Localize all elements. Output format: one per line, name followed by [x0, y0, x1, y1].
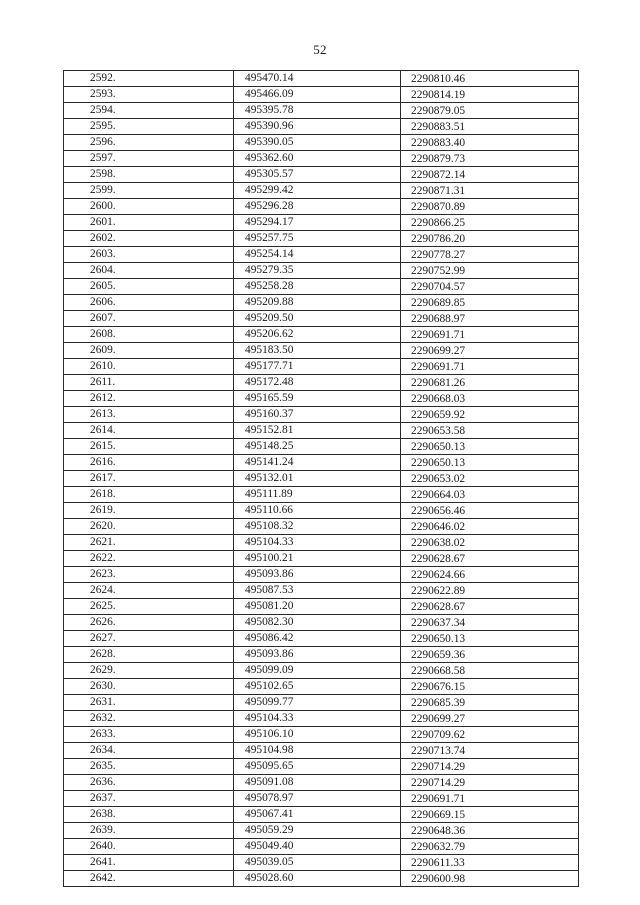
table-row — [64, 775, 579, 791]
table-row — [64, 215, 579, 231]
x-coordinate-cell: 495039.05 — [234, 855, 401, 871]
x-coordinate-cell: 495390.96 — [234, 119, 401, 135]
x-coordinate-cell: 495111.89 — [234, 487, 401, 503]
y-coordinate-cell: 2290685.39 — [401, 695, 579, 711]
y-coordinate-cell: 2290691.71 — [401, 791, 579, 807]
table-row — [64, 343, 579, 359]
point-number-cell: 2600. — [64, 199, 234, 215]
y-coordinate-cell: 2290883.40 — [401, 135, 579, 151]
point-number-cell: 2635. — [64, 759, 234, 775]
x-coordinate-cell: 495362.60 — [234, 151, 401, 167]
point-number-cell: 2628. — [64, 647, 234, 663]
x-coordinate-cell: 495206.62 — [234, 327, 401, 343]
y-coordinate-cell: 2290650.13 — [401, 439, 579, 455]
table-row — [64, 807, 579, 823]
point-number-cell: 2595. — [64, 119, 234, 135]
y-coordinate-cell: 2290638.02 — [401, 535, 579, 551]
table-row — [64, 631, 579, 647]
y-coordinate-cell: 2290656.46 — [401, 503, 579, 519]
table-row — [64, 119, 579, 135]
table-row — [64, 199, 579, 215]
table-row — [64, 391, 579, 407]
x-coordinate-cell: 495296.28 — [234, 199, 401, 215]
table-row — [64, 599, 579, 615]
point-number-cell: 2601. — [64, 215, 234, 231]
y-coordinate-cell: 2290648.36 — [401, 823, 579, 839]
point-number-cell: 2634. — [64, 743, 234, 759]
x-coordinate-cell: 495104.33 — [234, 711, 401, 727]
point-number-cell: 2615. — [64, 439, 234, 455]
y-coordinate-cell: 2290713.74 — [401, 743, 579, 759]
x-coordinate-cell: 495152.81 — [234, 423, 401, 439]
x-coordinate-cell: 495093.86 — [234, 647, 401, 663]
table-row — [64, 679, 579, 695]
table-row — [64, 423, 579, 439]
x-coordinate-cell: 495177.71 — [234, 359, 401, 375]
x-coordinate-cell: 495172.48 — [234, 375, 401, 391]
table-row — [64, 87, 579, 103]
point-number-cell: 2613. — [64, 407, 234, 423]
y-coordinate-cell: 2290709.62 — [401, 727, 579, 743]
point-number-cell: 2593. — [64, 87, 234, 103]
table-row — [64, 439, 579, 455]
point-number-cell: 2629. — [64, 663, 234, 679]
y-coordinate-cell: 2290691.71 — [401, 359, 579, 375]
table-row — [64, 839, 579, 855]
table-row — [64, 487, 579, 503]
point-number-cell: 2616. — [64, 455, 234, 471]
point-number-cell: 2633. — [64, 727, 234, 743]
y-coordinate-cell: 2290637.34 — [401, 615, 579, 631]
point-number-cell: 2617. — [64, 471, 234, 487]
y-coordinate-cell: 2290871.31 — [401, 183, 579, 199]
table-row — [64, 823, 579, 839]
y-coordinate-cell: 2290778.27 — [401, 247, 579, 263]
table-row — [64, 871, 579, 887]
point-number-cell: 2598. — [64, 167, 234, 183]
coordinates-table-body — [64, 71, 579, 887]
y-coordinate-cell: 2290870.89 — [401, 199, 579, 215]
table-row — [64, 743, 579, 759]
point-number-cell: 2612. — [64, 391, 234, 407]
x-coordinate-cell: 495091.08 — [234, 775, 401, 791]
point-number-cell: 2606. — [64, 295, 234, 311]
table-row — [64, 503, 579, 519]
x-coordinate-cell: 495254.14 — [234, 247, 401, 263]
coordinates-table — [63, 70, 579, 887]
point-number-cell: 2638. — [64, 807, 234, 823]
x-coordinate-cell: 495165.59 — [234, 391, 401, 407]
table-row — [64, 183, 579, 199]
table-row — [64, 727, 579, 743]
point-number-cell: 2624. — [64, 583, 234, 599]
x-coordinate-cell: 495099.09 — [234, 663, 401, 679]
y-coordinate-cell: 2290628.67 — [401, 599, 579, 615]
point-number-cell: 2632. — [64, 711, 234, 727]
x-coordinate-cell: 495081.20 — [234, 599, 401, 615]
y-coordinate-cell: 2290714.29 — [401, 759, 579, 775]
point-number-cell: 2611. — [64, 375, 234, 391]
y-coordinate-cell: 2290622.89 — [401, 583, 579, 599]
y-coordinate-cell: 2290668.03 — [401, 391, 579, 407]
y-coordinate-cell: 2290650.13 — [401, 455, 579, 471]
y-coordinate-cell: 2290704.57 — [401, 279, 579, 295]
y-coordinate-cell: 2290628.67 — [401, 551, 579, 567]
point-number-cell: 2625. — [64, 599, 234, 615]
table-row — [64, 71, 579, 87]
x-coordinate-cell: 495183.50 — [234, 343, 401, 359]
point-number-cell: 2599. — [64, 183, 234, 199]
x-coordinate-cell: 495059.29 — [234, 823, 401, 839]
y-coordinate-cell: 2290653.58 — [401, 423, 579, 439]
table-row — [64, 151, 579, 167]
table-row — [64, 519, 579, 535]
point-number-cell: 2602. — [64, 231, 234, 247]
x-coordinate-cell: 495049.40 — [234, 839, 401, 855]
point-number-cell: 2609. — [64, 343, 234, 359]
table-row — [64, 711, 579, 727]
y-coordinate-cell: 2290668.58 — [401, 663, 579, 679]
y-coordinate-cell: 2290653.02 — [401, 471, 579, 487]
y-coordinate-cell: 2290814.19 — [401, 87, 579, 103]
table-row — [64, 375, 579, 391]
x-coordinate-cell: 495067.41 — [234, 807, 401, 823]
point-number-cell: 2636. — [64, 775, 234, 791]
point-number-cell: 2627. — [64, 631, 234, 647]
x-coordinate-cell: 495148.25 — [234, 439, 401, 455]
y-coordinate-cell: 2290872.14 — [401, 167, 579, 183]
y-coordinate-cell: 2290632.79 — [401, 839, 579, 855]
x-coordinate-cell: 495305.57 — [234, 167, 401, 183]
y-coordinate-cell: 2290681.26 — [401, 375, 579, 391]
table-row — [64, 791, 579, 807]
x-coordinate-cell: 495093.86 — [234, 567, 401, 583]
point-number-cell: 2592. — [64, 71, 234, 87]
point-number-cell: 2608. — [64, 327, 234, 343]
y-coordinate-cell: 2290689.85 — [401, 295, 579, 311]
x-coordinate-cell: 495108.32 — [234, 519, 401, 535]
table-row — [64, 135, 579, 151]
table-row — [64, 855, 579, 871]
table-row — [64, 247, 579, 263]
point-number-cell: 2605. — [64, 279, 234, 295]
point-number-cell: 2620. — [64, 519, 234, 535]
point-number-cell: 2630. — [64, 679, 234, 695]
y-coordinate-cell: 2290699.27 — [401, 711, 579, 727]
table-row — [64, 535, 579, 551]
y-coordinate-cell: 2290669.15 — [401, 807, 579, 823]
x-coordinate-cell: 495258.28 — [234, 279, 401, 295]
table-row — [64, 583, 579, 599]
table-row — [64, 759, 579, 775]
point-number-cell: 2596. — [64, 135, 234, 151]
y-coordinate-cell: 2290664.03 — [401, 487, 579, 503]
point-number-cell: 2597. — [64, 151, 234, 167]
y-coordinate-cell: 2290650.13 — [401, 631, 579, 647]
y-coordinate-cell: 2290691.71 — [401, 327, 579, 343]
x-coordinate-cell: 495082.30 — [234, 615, 401, 631]
y-coordinate-cell: 2290786.20 — [401, 231, 579, 247]
x-coordinate-cell: 495209.50 — [234, 311, 401, 327]
y-coordinate-cell: 2290866.25 — [401, 215, 579, 231]
x-coordinate-cell: 495395.78 — [234, 103, 401, 119]
x-coordinate-cell: 495087.53 — [234, 583, 401, 599]
table-row — [64, 615, 579, 631]
point-number-cell: 2614. — [64, 423, 234, 439]
table-row — [64, 311, 579, 327]
point-number-cell: 2607. — [64, 311, 234, 327]
x-coordinate-cell: 495132.01 — [234, 471, 401, 487]
table-row — [64, 103, 579, 119]
x-coordinate-cell: 495104.98 — [234, 743, 401, 759]
x-coordinate-cell: 495110.66 — [234, 503, 401, 519]
point-number-cell: 2621. — [64, 535, 234, 551]
point-number-cell: 2637. — [64, 791, 234, 807]
x-coordinate-cell: 495299.42 — [234, 183, 401, 199]
x-coordinate-cell: 495086.42 — [234, 631, 401, 647]
table-row — [64, 231, 579, 247]
x-coordinate-cell: 495209.88 — [234, 295, 401, 311]
y-coordinate-cell: 2290883.51 — [401, 119, 579, 135]
y-coordinate-cell: 2290624.66 — [401, 567, 579, 583]
y-coordinate-cell: 2290659.36 — [401, 647, 579, 663]
point-number-cell: 2594. — [64, 103, 234, 119]
x-coordinate-cell: 495257.75 — [234, 231, 401, 247]
x-coordinate-cell: 495141.24 — [234, 455, 401, 471]
y-coordinate-cell: 2290659.92 — [401, 407, 579, 423]
point-number-cell: 2626. — [64, 615, 234, 631]
table-row — [64, 663, 579, 679]
point-number-cell: 2642. — [64, 871, 234, 887]
y-coordinate-cell: 2290611.33 — [401, 855, 579, 871]
y-coordinate-cell: 2290879.05 — [401, 103, 579, 119]
x-coordinate-cell: 495095.65 — [234, 759, 401, 775]
table-row — [64, 471, 579, 487]
point-number-cell: 2641. — [64, 855, 234, 871]
table-row — [64, 695, 579, 711]
y-coordinate-cell: 2290810.46 — [401, 71, 579, 87]
table-row — [64, 295, 579, 311]
x-coordinate-cell: 495102.65 — [234, 679, 401, 695]
x-coordinate-cell: 495104.33 — [234, 535, 401, 551]
x-coordinate-cell: 495160.37 — [234, 407, 401, 423]
point-number-cell: 2610. — [64, 359, 234, 375]
y-coordinate-cell: 2290646.02 — [401, 519, 579, 535]
x-coordinate-cell: 495078.97 — [234, 791, 401, 807]
x-coordinate-cell: 495279.35 — [234, 263, 401, 279]
point-number-cell: 2640. — [64, 839, 234, 855]
table-row — [64, 551, 579, 567]
table-row — [64, 327, 579, 343]
y-coordinate-cell: 2290879.73 — [401, 151, 579, 167]
x-coordinate-cell: 495470.14 — [234, 71, 401, 87]
table-row — [64, 263, 579, 279]
y-coordinate-cell: 2290752.99 — [401, 263, 579, 279]
x-coordinate-cell: 495106.10 — [234, 727, 401, 743]
y-coordinate-cell: 2290688.97 — [401, 311, 579, 327]
point-number-cell: 2604. — [64, 263, 234, 279]
point-number-cell: 2639. — [64, 823, 234, 839]
table-row — [64, 279, 579, 295]
x-coordinate-cell: 495466.09 — [234, 87, 401, 103]
point-number-cell: 2622. — [64, 551, 234, 567]
point-number-cell: 2631. — [64, 695, 234, 711]
point-number-cell: 2623. — [64, 567, 234, 583]
table-row — [64, 567, 579, 583]
point-number-cell: 2603. — [64, 247, 234, 263]
x-coordinate-cell: 495294.17 — [234, 215, 401, 231]
point-number-cell: 2619. — [64, 503, 234, 519]
x-coordinate-cell: 495100.21 — [234, 551, 401, 567]
table-row — [64, 407, 579, 423]
table-row — [64, 455, 579, 471]
x-coordinate-cell: 495390.05 — [234, 135, 401, 151]
table-row — [64, 359, 579, 375]
y-coordinate-cell: 2290676.15 — [401, 679, 579, 695]
table-row — [64, 647, 579, 663]
y-coordinate-cell: 2290714.29 — [401, 775, 579, 791]
y-coordinate-cell: 2290699.27 — [401, 343, 579, 359]
page-number: 52 — [313, 42, 327, 57]
y-coordinate-cell: 2290600.98 — [401, 871, 579, 887]
x-coordinate-cell: 495099.77 — [234, 695, 401, 711]
x-coordinate-cell: 495028.60 — [234, 871, 401, 887]
point-number-cell: 2618. — [64, 487, 234, 503]
table-row — [64, 167, 579, 183]
